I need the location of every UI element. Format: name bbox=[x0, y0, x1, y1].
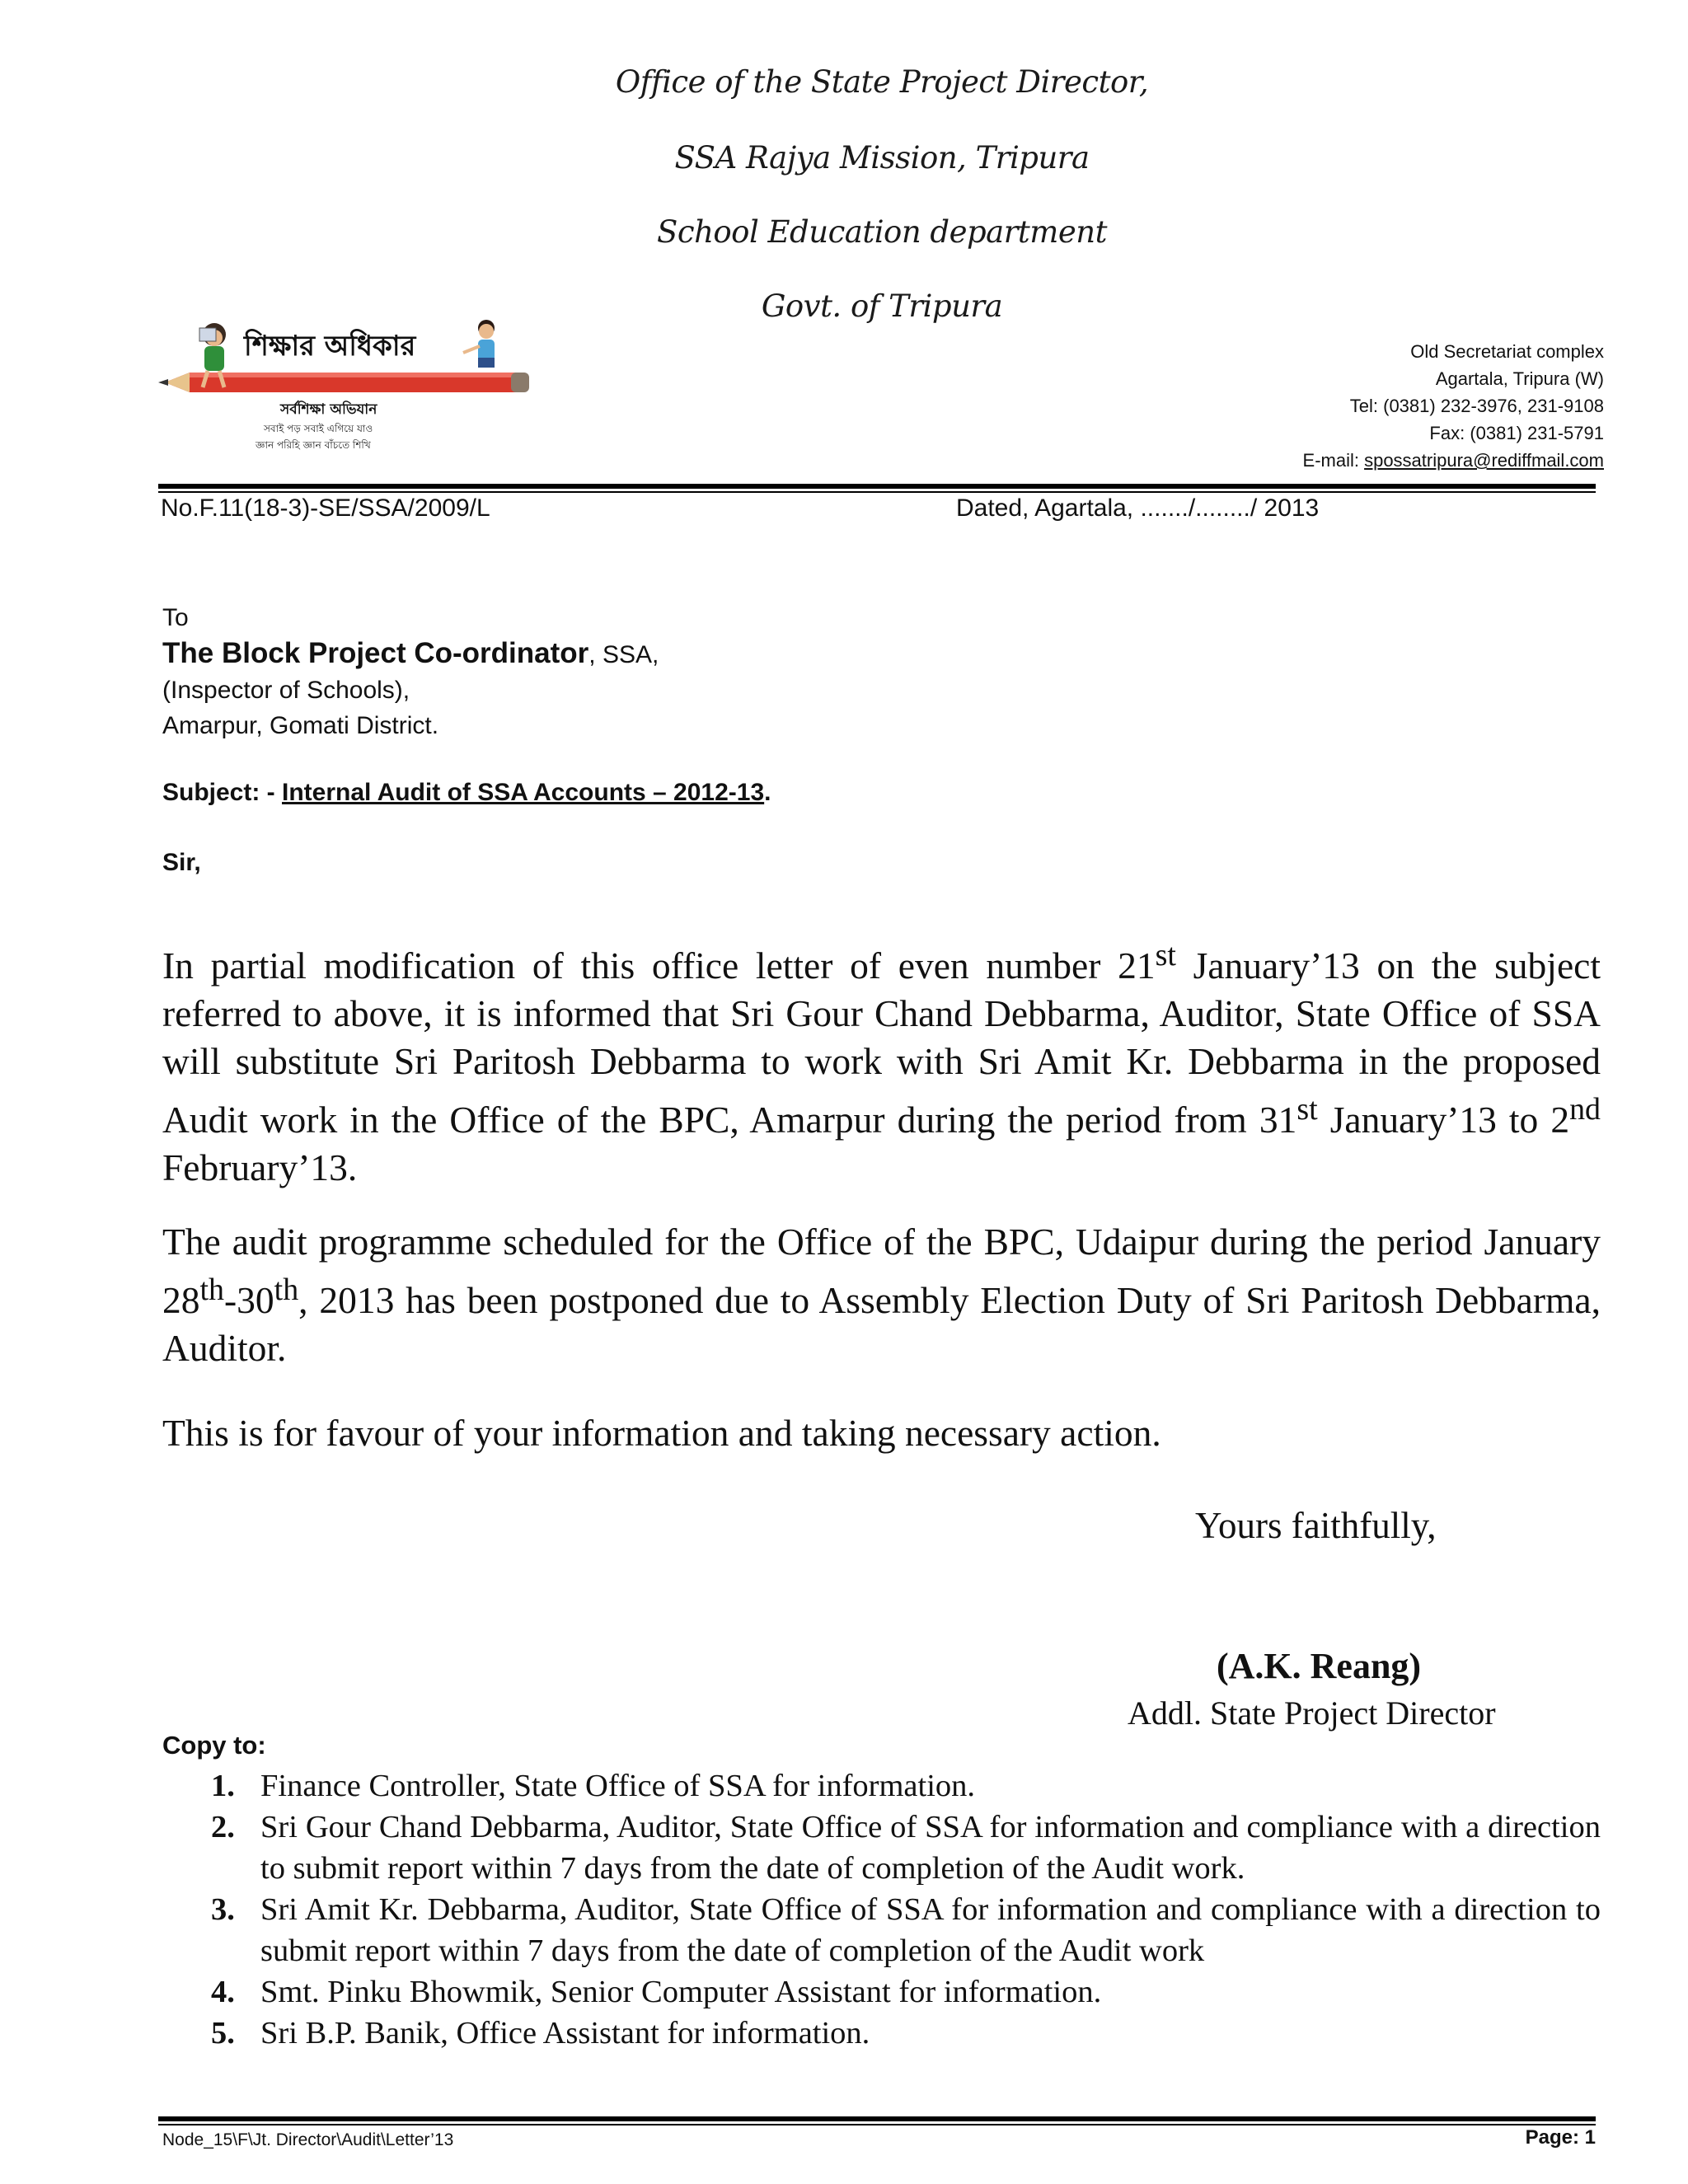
page-number: 1 bbox=[1584, 2126, 1596, 2149]
subject-label: Subject: - bbox=[162, 779, 283, 806]
list-item bbox=[165, 1807, 1601, 1889]
email-link[interactable]: spossatripura@rediffmail.com bbox=[1364, 450, 1604, 471]
list-item-number: 2. bbox=[211, 1810, 235, 1844]
footer-divider-thick bbox=[158, 2116, 1596, 2121]
ssa-logo bbox=[157, 307, 544, 471]
logo-tagline-2: জ্ঞান পরিহি জ্ঞান বাঁচতে শিখি bbox=[256, 439, 371, 451]
copy-to-list bbox=[165, 1765, 1601, 2054]
p1-sup-1: st bbox=[1155, 938, 1176, 972]
address-line-1: Old Secretariat complex bbox=[1410, 341, 1604, 362]
footer-page-number bbox=[1526, 2126, 1596, 2149]
recipient-to: To bbox=[162, 604, 189, 631]
list-item bbox=[165, 1971, 1601, 2013]
subject-text: Internal Audit of SSA Accounts – 2012-13 bbox=[282, 779, 765, 806]
list-item-number: 3. bbox=[211, 1892, 235, 1927]
salutation: Sir, bbox=[162, 849, 201, 876]
logo-tagline-1: সবাই পড় সবাই এগিয়ে যাও bbox=[264, 423, 373, 434]
department-title: School Education department bbox=[657, 214, 1107, 250]
signatory-designation: Addl. State Project Director bbox=[1128, 1694, 1496, 1732]
recipient-block bbox=[162, 600, 659, 743]
list-item bbox=[165, 1889, 1601, 1971]
recipient-title-suffix: , SSA, bbox=[588, 641, 659, 668]
footer-divider-thin bbox=[158, 2124, 1596, 2125]
list-item-number: 4. bbox=[211, 1975, 235, 2009]
address-fax: Fax: (0381) 231-5791 bbox=[1429, 423, 1604, 443]
list-item bbox=[165, 2013, 1601, 2054]
p1-part-a: In partial modification of this office letter of even number 21 bbox=[162, 944, 1156, 987]
body-paragraph-2 bbox=[162, 1218, 1601, 1372]
address-email-row bbox=[1303, 447, 1604, 474]
closing-line: Yours faithfully, bbox=[1195, 1505, 1437, 1546]
p1-sup-3: nd bbox=[1569, 1092, 1601, 1127]
subject-line bbox=[162, 779, 771, 807]
office-address bbox=[1303, 338, 1604, 474]
p1-part-c: January’13 to 2 bbox=[1317, 1099, 1570, 1141]
subject-end: . bbox=[764, 779, 771, 806]
p2-sup-2: th bbox=[274, 1272, 299, 1307]
list-item-text: Sri Gour Chand Debbarma, Auditor, State Office of SSA for information and compliance with a direction to submit report within 7 days from the date of completion of the Audit work. bbox=[260, 1810, 1601, 1886]
recipient-line-2: (Inspector of Schools), bbox=[162, 677, 410, 704]
p2-part-a: The audit programme scheduled for the Office of the BPC, Udaipur during the period January 28 bbox=[162, 1221, 1601, 1322]
header-divider-thick bbox=[158, 484, 1596, 489]
signatory-name: (A.K. Reang) bbox=[1217, 1646, 1422, 1686]
copy-to-label: Copy to: bbox=[162, 1731, 266, 1760]
email-label: E-mail: bbox=[1302, 450, 1365, 471]
logo-subtitle: সর্বশিক্ষা অভিযান bbox=[280, 401, 377, 418]
mission-title: SSA Rajya Mission, Tripura bbox=[674, 140, 1090, 176]
p1-part-d: February’13. bbox=[162, 1146, 358, 1189]
list-item-text: Sri B.P. Banik, Office Assistant for information. bbox=[260, 2016, 870, 2050]
recipient-title-line bbox=[162, 635, 659, 673]
government-title: Govt. of Tripura bbox=[761, 288, 1003, 324]
recipient-line-3: Amarpur, Gomati District. bbox=[162, 712, 439, 739]
header-divider-thin bbox=[158, 491, 1596, 493]
list-item bbox=[165, 1765, 1601, 1807]
body-paragraph-1 bbox=[162, 931, 1601, 1192]
footer-file-path: Node_15\F\Jt. Director\Audit\Letter’13 bbox=[162, 2130, 454, 2149]
p1-part-b: January’13 on the subject referred to above, it is informed that Sri Gour Chand Debbarma, Auditor, State Office of SSA will substitute Sri Paritosh Debbarma to work with Sri Amit Kr. Debbarma in the proposed Audit work in the Office of the BPC, Amarpur during the period from 31 bbox=[162, 944, 1601, 1141]
list-item-text: Finance Controller, State Office of SSA for information. bbox=[260, 1769, 976, 1803]
dated-line: Dated, Agartala, ......./......../ 2013 bbox=[956, 494, 1320, 522]
logo-title: শিক্ষার অধিকার bbox=[244, 330, 416, 363]
recipient-title: The Block Project Co-ordinator bbox=[162, 637, 589, 669]
list-item-text: Smt. Pinku Bhowmik, Senior Computer Assistant for information. bbox=[260, 1975, 1102, 2009]
p1-sup-2: st bbox=[1296, 1092, 1318, 1127]
list-item-number: 1. bbox=[211, 1769, 235, 1803]
body-paragraph-3: This is for favour of your information and taking necessary action. bbox=[162, 1412, 1161, 1454]
reference-number: No.F.11(18-3)-SE/SSA/2009/L bbox=[161, 494, 490, 522]
p2-part-b: -30 bbox=[224, 1279, 274, 1322]
address-line-2: Agartala, Tripura (W) bbox=[1435, 368, 1604, 389]
office-title: Office of the State Project Director, bbox=[615, 64, 1149, 100]
p2-sup-1: th bbox=[199, 1272, 224, 1307]
page-label: Page: bbox=[1525, 2126, 1585, 2149]
list-item-text: Sri Amit Kr. Debbarma, Auditor, State Office of SSA for information and compliance with a direction to submit report within 7 days from the date of completion of the Audit work bbox=[260, 1892, 1601, 1968]
address-telephone: Tel: (0381) 232-3976, 231-9108 bbox=[1349, 396, 1604, 416]
list-item-number: 5. bbox=[211, 2016, 235, 2050]
p2-part-c: , 2013 has been postponed due to Assembly Election Duty of Sri Paritosh Debbarma, Auditor. bbox=[162, 1279, 1601, 1370]
